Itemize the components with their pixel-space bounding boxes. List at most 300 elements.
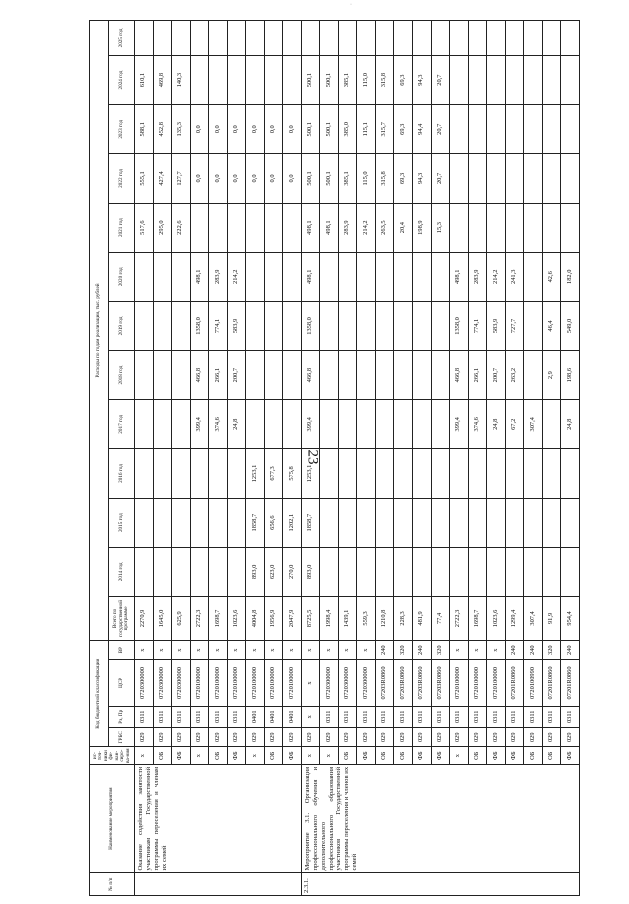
header-year: 2017 год: [109, 400, 135, 449]
year-value-cell: 1253,1: [246, 449, 265, 498]
budget-table: [89, 20, 580, 896]
year-value-cell: 583,9: [227, 301, 246, 350]
year-value-cell: [320, 21, 339, 56]
year-value-cell: [357, 252, 376, 301]
year-value-cell: [135, 21, 154, 56]
year-value-cell: 115,1: [357, 105, 376, 154]
year-value-cell: 1358,0: [450, 301, 469, 350]
vr-cell: х: [190, 640, 209, 659]
year-value-cell: 140,3: [172, 56, 191, 105]
year-value-cell: 583,9: [487, 301, 506, 350]
year-value-cell: [561, 56, 580, 105]
year-value-cell: [505, 56, 524, 105]
year-value-cell: 500,1: [320, 105, 339, 154]
rzpr-cell: 0311: [468, 706, 487, 728]
year-value-cell: [172, 351, 191, 400]
year-value-cell: [172, 498, 191, 547]
year-value-cell: 24,8: [227, 400, 246, 449]
rotated-table-container: [89, 20, 580, 896]
year-value-cell: 283,9: [468, 252, 487, 301]
year-value-cell: [524, 351, 543, 400]
rzpr-cell: 0311: [135, 706, 154, 728]
year-value-cell: [412, 449, 431, 498]
year-value-cell: [338, 547, 357, 596]
year-value-cell: 20,7: [431, 105, 450, 154]
year-value-cell: [394, 400, 413, 449]
year-value-cell: 727,7: [505, 301, 524, 350]
source-cell: ФБ: [172, 747, 191, 764]
year-value-cell: [172, 547, 191, 596]
vr-cell: 240: [375, 640, 394, 659]
year-value-cell: [264, 252, 283, 301]
year-value-cell: [209, 547, 228, 596]
year-value-cell: [505, 449, 524, 498]
year-value-cell: [505, 203, 524, 252]
year-value-cell: [524, 203, 543, 252]
rzpr-cell: 0311: [338, 706, 357, 728]
year-value-cell: [264, 400, 283, 449]
rzpr-cell: 0311: [431, 706, 450, 728]
year-value-cell: [227, 498, 246, 547]
year-value-cell: 677,3: [264, 449, 283, 498]
year-value-cell: [227, 56, 246, 105]
year-value-cell: [431, 498, 450, 547]
year-value-cell: [450, 21, 469, 56]
year-value-cell: [227, 547, 246, 596]
rzpr-cell: 0311: [190, 706, 209, 728]
year-value-cell: [135, 449, 154, 498]
header-year: 2018 год: [109, 351, 135, 400]
csr-cell: 07203R0860: [412, 660, 431, 706]
year-value-cell: [542, 154, 561, 203]
year-value-cell: [357, 400, 376, 449]
year-value-cell: [283, 301, 302, 350]
year-value-cell: 24,8: [487, 400, 506, 449]
year-value-cell: 266,1: [209, 351, 228, 400]
total-cell: 1998,4: [320, 596, 339, 640]
total-cell: 2047,9: [283, 596, 302, 640]
source-cell: х: [135, 747, 154, 764]
year-value-cell: [561, 203, 580, 252]
year-value-cell: 500,1: [301, 154, 320, 203]
header-vr: ВР: [109, 640, 135, 659]
year-value-cell: [394, 498, 413, 547]
table-row: [542, 21, 561, 896]
year-value-cell: [283, 21, 302, 56]
year-value-cell: [357, 547, 376, 596]
csr-cell: 07203R0860: [375, 660, 394, 706]
year-value-cell: 0,0: [264, 105, 283, 154]
total-cell: 1439,1: [338, 596, 357, 640]
year-value-cell: 0,0: [209, 154, 228, 203]
year-value-cell: 69,3: [394, 56, 413, 105]
page-number: 23: [304, 449, 321, 465]
total-cell: 559,3: [357, 596, 376, 640]
year-value-cell: 555,1: [135, 154, 154, 203]
table-row: [524, 21, 543, 896]
year-value-cell: [246, 252, 265, 301]
year-value-cell: 610,1: [135, 56, 154, 105]
year-value-cell: [394, 351, 413, 400]
year-value-cell: [431, 21, 450, 56]
year-value-cell: 374,6: [209, 400, 228, 449]
year-value-cell: [357, 301, 376, 350]
year-value-cell: [505, 105, 524, 154]
year-value-cell: [542, 56, 561, 105]
grbs-cell: 029: [375, 728, 394, 747]
year-value-cell: [524, 449, 543, 498]
vr-cell: х: [338, 640, 357, 659]
year-value-cell: 498,1: [301, 203, 320, 252]
csr-cell: 0720100000: [283, 660, 302, 706]
year-value-cell: [375, 400, 394, 449]
vr-cell: х: [135, 640, 154, 659]
year-value-cell: [542, 21, 561, 56]
year-value-cell: 270,0: [283, 547, 302, 596]
year-value-cell: [264, 203, 283, 252]
table-row: [431, 21, 450, 896]
year-value-cell: 498,1: [190, 252, 209, 301]
section-index: [135, 873, 302, 896]
section-name: Оказание содействия занятости участникам Государственной программы переселения и членам их семей: [135, 764, 302, 873]
year-value-cell: 2,9: [542, 351, 561, 400]
grbs-cell: 029: [524, 728, 543, 747]
source-cell: ФБ: [412, 747, 431, 764]
rzpr-cell: 0311: [394, 706, 413, 728]
rzpr-cell: 0311: [487, 706, 506, 728]
year-value-cell: 385,1: [338, 154, 357, 203]
section-index: 2.3.1.: [301, 873, 579, 896]
year-value-cell: [561, 21, 580, 56]
year-value-cell: 283,9: [209, 252, 228, 301]
year-value-cell: 0,0: [227, 105, 246, 154]
year-value-cell: 469,8: [153, 56, 172, 105]
grbs-cell: 029: [357, 728, 376, 747]
header-num: № п/п: [90, 873, 135, 896]
grbs-cell: 029: [394, 728, 413, 747]
year-value-cell: 498,1: [450, 252, 469, 301]
grbs-cell: 029: [542, 728, 561, 747]
year-value-cell: [561, 547, 580, 596]
year-value-cell: 774,1: [209, 301, 228, 350]
year-value-cell: 1858,7: [246, 498, 265, 547]
year-value-cell: 623,0: [264, 547, 283, 596]
year-value-cell: [209, 56, 228, 105]
year-value-cell: [264, 301, 283, 350]
csr-cell: 07203R0860: [431, 660, 450, 706]
year-value-cell: [283, 203, 302, 252]
year-value-cell: [153, 449, 172, 498]
year-value-cell: [190, 498, 209, 547]
year-value-cell: [487, 56, 506, 105]
year-value-cell: [320, 252, 339, 301]
year-value-cell: [246, 21, 265, 56]
table-row: [190, 21, 209, 896]
total-cell: 77,4: [431, 596, 450, 640]
year-value-cell: 263,5: [375, 203, 394, 252]
year-value-cell: [246, 56, 265, 105]
csr-cell: 07201R0860: [561, 660, 580, 706]
table-row: [283, 21, 302, 896]
margin-mark: ·: [350, 2, 352, 8]
year-value-cell: [468, 449, 487, 498]
year-value-cell: 241,3: [505, 252, 524, 301]
year-value-cell: 1358,0: [301, 301, 320, 350]
year-value-cell: [264, 21, 283, 56]
year-value-cell: [431, 449, 450, 498]
year-value-cell: [375, 301, 394, 350]
year-value-cell: 498,1: [301, 252, 320, 301]
year-value-cell: [172, 21, 191, 56]
header-year: 2023 год: [109, 105, 135, 154]
csr-cell: 0720100000: [227, 660, 246, 706]
year-value-cell: [209, 449, 228, 498]
year-value-cell: [227, 449, 246, 498]
year-value-cell: 222,6: [172, 203, 191, 252]
year-value-cell: 214,2: [227, 252, 246, 301]
header-year: 2022 год: [109, 154, 135, 203]
vr-cell: х: [246, 640, 265, 659]
csr-cell: 0720100000: [209, 660, 228, 706]
year-value-cell: 0,0: [283, 105, 302, 154]
year-value-cell: [542, 547, 561, 596]
year-value-cell: 656,6: [264, 498, 283, 547]
year-value-cell: [338, 449, 357, 498]
table-row: [153, 21, 172, 896]
year-value-cell: [450, 203, 469, 252]
year-value-cell: 0,0: [190, 154, 209, 203]
year-value-cell: [264, 56, 283, 105]
year-value-cell: 20,7: [431, 154, 450, 203]
year-value-cell: 46,4: [542, 301, 561, 350]
year-value-cell: [412, 498, 431, 547]
rzpr-cell: 0311: [375, 706, 394, 728]
year-value-cell: 214,2: [357, 203, 376, 252]
source-cell: х: [450, 747, 469, 764]
table-row: [412, 21, 431, 896]
rzpr-cell: 0401: [264, 706, 283, 728]
year-value-cell: [135, 301, 154, 350]
year-value-cell: 94,3: [412, 154, 431, 203]
year-value-cell: [172, 400, 191, 449]
year-value-cell: [394, 21, 413, 56]
grbs-cell: 029: [283, 728, 302, 747]
year-value-cell: 466,8: [450, 351, 469, 400]
year-value-cell: [338, 351, 357, 400]
year-value-cell: [487, 498, 506, 547]
year-value-cell: [505, 547, 524, 596]
source-cell: х: [246, 747, 265, 764]
year-value-cell: 315,8: [375, 154, 394, 203]
source-cell: ФБ: [227, 747, 246, 764]
year-value-cell: [450, 547, 469, 596]
table-row: [394, 21, 413, 896]
total-cell: 228,3: [394, 596, 413, 640]
csr-cell: 0720100000: [246, 660, 265, 706]
year-value-cell: [375, 21, 394, 56]
year-value-cell: [431, 301, 450, 350]
year-value-cell: [209, 203, 228, 252]
year-value-cell: [431, 400, 450, 449]
rzpr-cell: 0311: [412, 706, 431, 728]
grbs-cell: 029: [153, 728, 172, 747]
year-value-cell: [561, 154, 580, 203]
year-value-cell: 399,4: [450, 400, 469, 449]
total-cell: 1698,7: [209, 596, 228, 640]
vr-cell: 240: [412, 640, 431, 659]
year-value-cell: [283, 351, 302, 400]
source-cell: ФБ: [283, 747, 302, 764]
year-value-cell: [283, 400, 302, 449]
year-value-cell: 200,7: [487, 351, 506, 400]
source-cell: ОБ: [153, 747, 172, 764]
grbs-cell: 029: [505, 728, 524, 747]
year-value-cell: 893,0: [301, 547, 320, 596]
year-value-cell: 385,0: [338, 105, 357, 154]
rzpr-cell: х: [301, 706, 320, 728]
year-value-cell: [412, 547, 431, 596]
year-value-cell: [153, 21, 172, 56]
year-value-cell: [209, 498, 228, 547]
source-cell: ОБ: [375, 747, 394, 764]
year-value-cell: [524, 252, 543, 301]
year-value-cell: [487, 154, 506, 203]
year-value-cell: [524, 498, 543, 547]
year-value-cell: 1202,1: [283, 498, 302, 547]
vr-cell: х: [227, 640, 246, 659]
year-value-cell: 94,4: [412, 105, 431, 154]
year-value-cell: [375, 498, 394, 547]
vr-cell: х: [209, 640, 228, 659]
csr-cell: 07201R0860: [505, 660, 524, 706]
year-value-cell: [135, 400, 154, 449]
year-value-cell: [153, 547, 172, 596]
source-cell: ФБ: [561, 747, 580, 764]
year-value-cell: [542, 498, 561, 547]
year-value-cell: [450, 449, 469, 498]
year-value-cell: [320, 301, 339, 350]
vr-cell: х: [357, 640, 376, 659]
total-cell: 1299,4: [505, 596, 524, 640]
year-value-cell: 115,0: [357, 56, 376, 105]
year-value-cell: [505, 154, 524, 203]
year-value-cell: 498,1: [320, 203, 339, 252]
grbs-cell: 029: [301, 728, 320, 747]
year-value-cell: [542, 449, 561, 498]
year-value-cell: 127,7: [172, 154, 191, 203]
year-value-cell: [227, 203, 246, 252]
year-value-cell: 24,8: [561, 400, 580, 449]
year-value-cell: [431, 351, 450, 400]
year-value-cell: 94,3: [412, 56, 431, 105]
year-value-cell: [190, 203, 209, 252]
source-cell: х: [320, 747, 339, 764]
year-value-cell: 1253,1: [301, 449, 320, 498]
grbs-cell: 029: [227, 728, 246, 747]
year-value-cell: 500,1: [320, 154, 339, 203]
csr-cell: 0720300000: [172, 660, 191, 706]
table-row: [264, 21, 283, 896]
source-cell: ФБ: [505, 747, 524, 764]
source-cell: ОБ: [338, 747, 357, 764]
table-row: [301, 21, 320, 896]
header-year: 2014 год: [109, 547, 135, 596]
year-value-cell: 69,3: [394, 154, 413, 203]
table-row: [320, 21, 339, 896]
vr-cell: х: [320, 640, 339, 659]
year-value-cell: [209, 21, 228, 56]
table-row: [172, 21, 191, 896]
grbs-cell: 029: [338, 728, 357, 747]
year-value-cell: [190, 547, 209, 596]
csr-cell: 0720100000: [487, 660, 506, 706]
header-csr: ЦСР: [109, 660, 135, 706]
year-value-cell: 0,0: [264, 154, 283, 203]
csr-cell: 07203R0860: [394, 660, 413, 706]
csr-cell: 0720100000: [450, 660, 469, 706]
year-value-cell: [524, 56, 543, 105]
grbs-cell: 029: [561, 728, 580, 747]
vr-cell: 240: [524, 640, 543, 659]
year-value-cell: 549,0: [561, 301, 580, 350]
year-value-cell: [431, 547, 450, 596]
vr-cell: 320: [542, 640, 561, 659]
year-value-cell: [338, 400, 357, 449]
year-value-cell: [542, 203, 561, 252]
year-value-cell: 399,4: [190, 400, 209, 449]
year-value-cell: 182,0: [561, 252, 580, 301]
year-value-cell: [524, 301, 543, 350]
year-value-cell: 1358,0: [190, 301, 209, 350]
year-value-cell: [338, 252, 357, 301]
year-value-cell: [542, 105, 561, 154]
year-value-cell: [135, 351, 154, 400]
year-value-cell: [338, 301, 357, 350]
vr-cell: х: [153, 640, 172, 659]
csr-cell: 07201R0860: [542, 660, 561, 706]
csr-cell: 0720300000: [338, 660, 357, 706]
year-value-cell: [357, 449, 376, 498]
total-cell: 1023,6: [487, 596, 506, 640]
header-kbk: Код бюджетной классификации: [90, 640, 109, 747]
grbs-cell: 029: [246, 728, 265, 747]
year-value-cell: 893,0: [246, 547, 265, 596]
year-value-cell: [524, 547, 543, 596]
source-cell: х: [190, 747, 209, 764]
year-value-cell: 399,4: [301, 400, 320, 449]
year-value-cell: [153, 301, 172, 350]
year-value-cell: [468, 105, 487, 154]
year-value-cell: [375, 547, 394, 596]
header-year: 2015 год: [109, 498, 135, 547]
rzpr-cell: 0311: [505, 706, 524, 728]
year-value-cell: 263,2: [505, 351, 524, 400]
year-value-cell: 266,1: [468, 351, 487, 400]
total-cell: 1210,8: [375, 596, 394, 640]
year-value-cell: 500,1: [301, 56, 320, 105]
year-value-cell: [487, 547, 506, 596]
header-total: Всего по государственной программе: [109, 596, 135, 640]
year-value-cell: [468, 547, 487, 596]
grbs-cell: 029: [468, 728, 487, 747]
year-value-cell: [524, 154, 543, 203]
header-year: 2016 год: [109, 449, 135, 498]
rzpr-cell: 0401: [283, 706, 302, 728]
year-value-cell: [246, 203, 265, 252]
total-cell: 8725,5: [301, 596, 320, 640]
year-value-cell: 69,3: [394, 105, 413, 154]
rzpr-cell: 0311: [153, 706, 172, 728]
